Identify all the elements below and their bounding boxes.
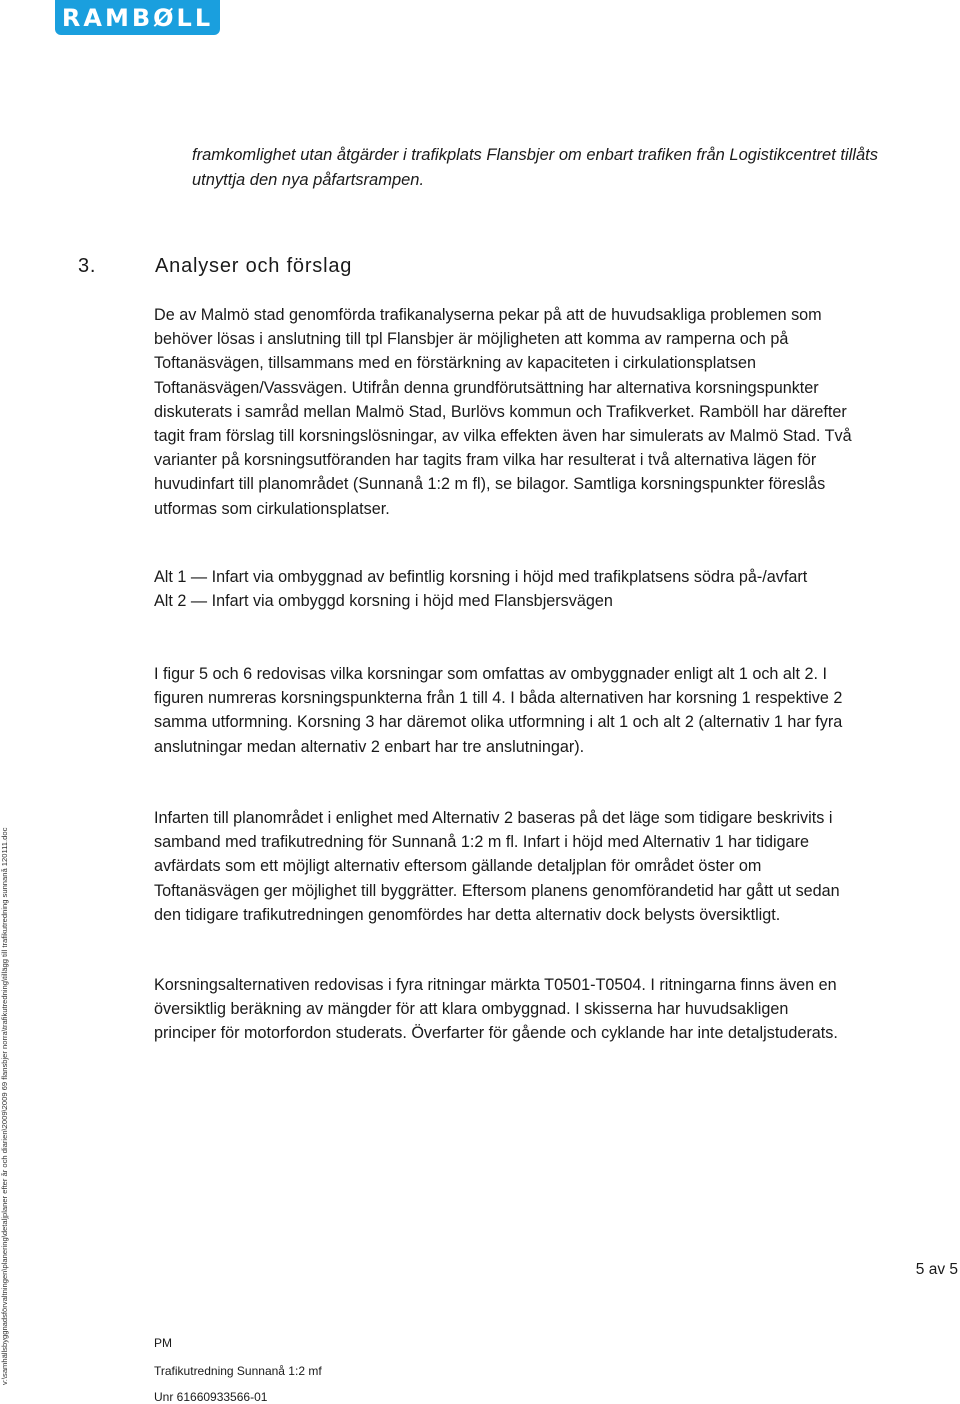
paragraph-1 xyxy=(154,303,854,521)
footer-doc-title: Trafikutredning Sunnanå 1:2 mf xyxy=(154,1364,322,1378)
file-path-margin: v:\samhällsbyggnadsförvaltningen\planering\detaljplaner efter år och diarien\2009\2009 69 flansbjer norra\trafikutredning\tillägg till trafikutredning sunnanå 120111.doc xyxy=(0,827,9,1385)
paragraph-3 xyxy=(154,806,854,927)
paragraph-2 xyxy=(154,662,854,759)
logo-text: RAMBØLL xyxy=(61,3,214,32)
intro-text: framkomlighet utan åtgärder i trafikplats Flansbjer om enbart trafiken från Logistikcentret tillåts utnyttja den nya påfartsrampen. xyxy=(192,146,878,189)
footer-doc-number: Unr 61660933566-01 xyxy=(154,1390,268,1404)
section-heading xyxy=(78,255,878,278)
paragraph-4 xyxy=(154,973,854,1046)
section-title: Analyser och förslag xyxy=(155,255,353,277)
footer-doc-type: PM xyxy=(154,1336,172,1350)
alternatives-list xyxy=(154,565,854,613)
alternative-1: Alt 1 — Infart via ombyggnad av befintlig korsning i höjd med trafikplatsens södra på-/avfart xyxy=(154,568,808,586)
alternative-2: Alt 2 — Infart via ombyggd korsning i höjd med Flansbjersvägen xyxy=(154,592,613,611)
ramboll-logo xyxy=(55,0,220,35)
paragraph-text: De av Malmö stad genomförda trafikanalyserna pekar på att de huvudsakliga problemen som behöver lösas i anslutning till tpl Flansbjer är möjligheten att komma av ramperna och på Toftanäsvägen, tillsammans med en förstärkning av kapaciteten i cirkulationsplatsen Toftanäsvägen/Vassvägen. Utifrån denna grundförutsättning har alternativa korsningspunkter diskuterats i samråd mellan Malmö Stad, Burlövs kommun och Trafikverket. Ramböll har därefter tagit fram förslag till korsningslösningar, av vilka effekten även har simulerats av Malmö Stad. Två varianter på korsningsutföranden har tagits fram vilka har resulterat i två alternativa lägen för huvudinfart till planområdet (Sunnanå 1:2 m fl), se bilagor. Samtliga korsningspunkter föreslås utformas som cirkulationsplatser. xyxy=(154,306,852,518)
page-number: 5 av 5 xyxy=(915,1261,958,1278)
paragraph-text: Infarten till planområdet i enlighet med Alternativ 2 baseras på det läge som tidigare beskrivits i samband med trafikutredning för Sunnanå 1:2 m fl. Infart i höjd med Alternativ 1 har tidigare avfärdats som ett möjligt alternativ eftersom gällande detaljplan för området öster om Toftanäsvägen ger möjlighet till byggrätter. Eftersom planens genomförandetid har gått ut sedan den tidigare trafikutredningen genomfördes har detta alternativ dock belysts översiktligt. xyxy=(154,809,840,924)
section-number: 3. xyxy=(78,255,97,277)
paragraph-text: Korsningsalternativen redovisas i fyra ritningar märkta T0501-T0504. I ritningarna finns även en översiktlig beräkning av mängder för att klara ombyggnad. I skisserna har huvudsakligen principer för motorfordon studerats. Överfarter för gående och cyklande har inte detaljstuderats. xyxy=(154,976,838,1043)
paragraph-text: I figur 5 och 6 redovisas vilka korsningar som omfattas av ombyggnader enligt alt 1 och alt 2. I figuren numreras korsningspunkterna från 1 till 4. I båda alternativen har korsning 1 respektive 2 samma utformning. Korsning 3 har däremot olika utformning i alt 1 och alt 2 (alternativ 1 har fyra anslutningar medan alternativ 2 enbart har tre anslutningar). xyxy=(154,665,843,756)
